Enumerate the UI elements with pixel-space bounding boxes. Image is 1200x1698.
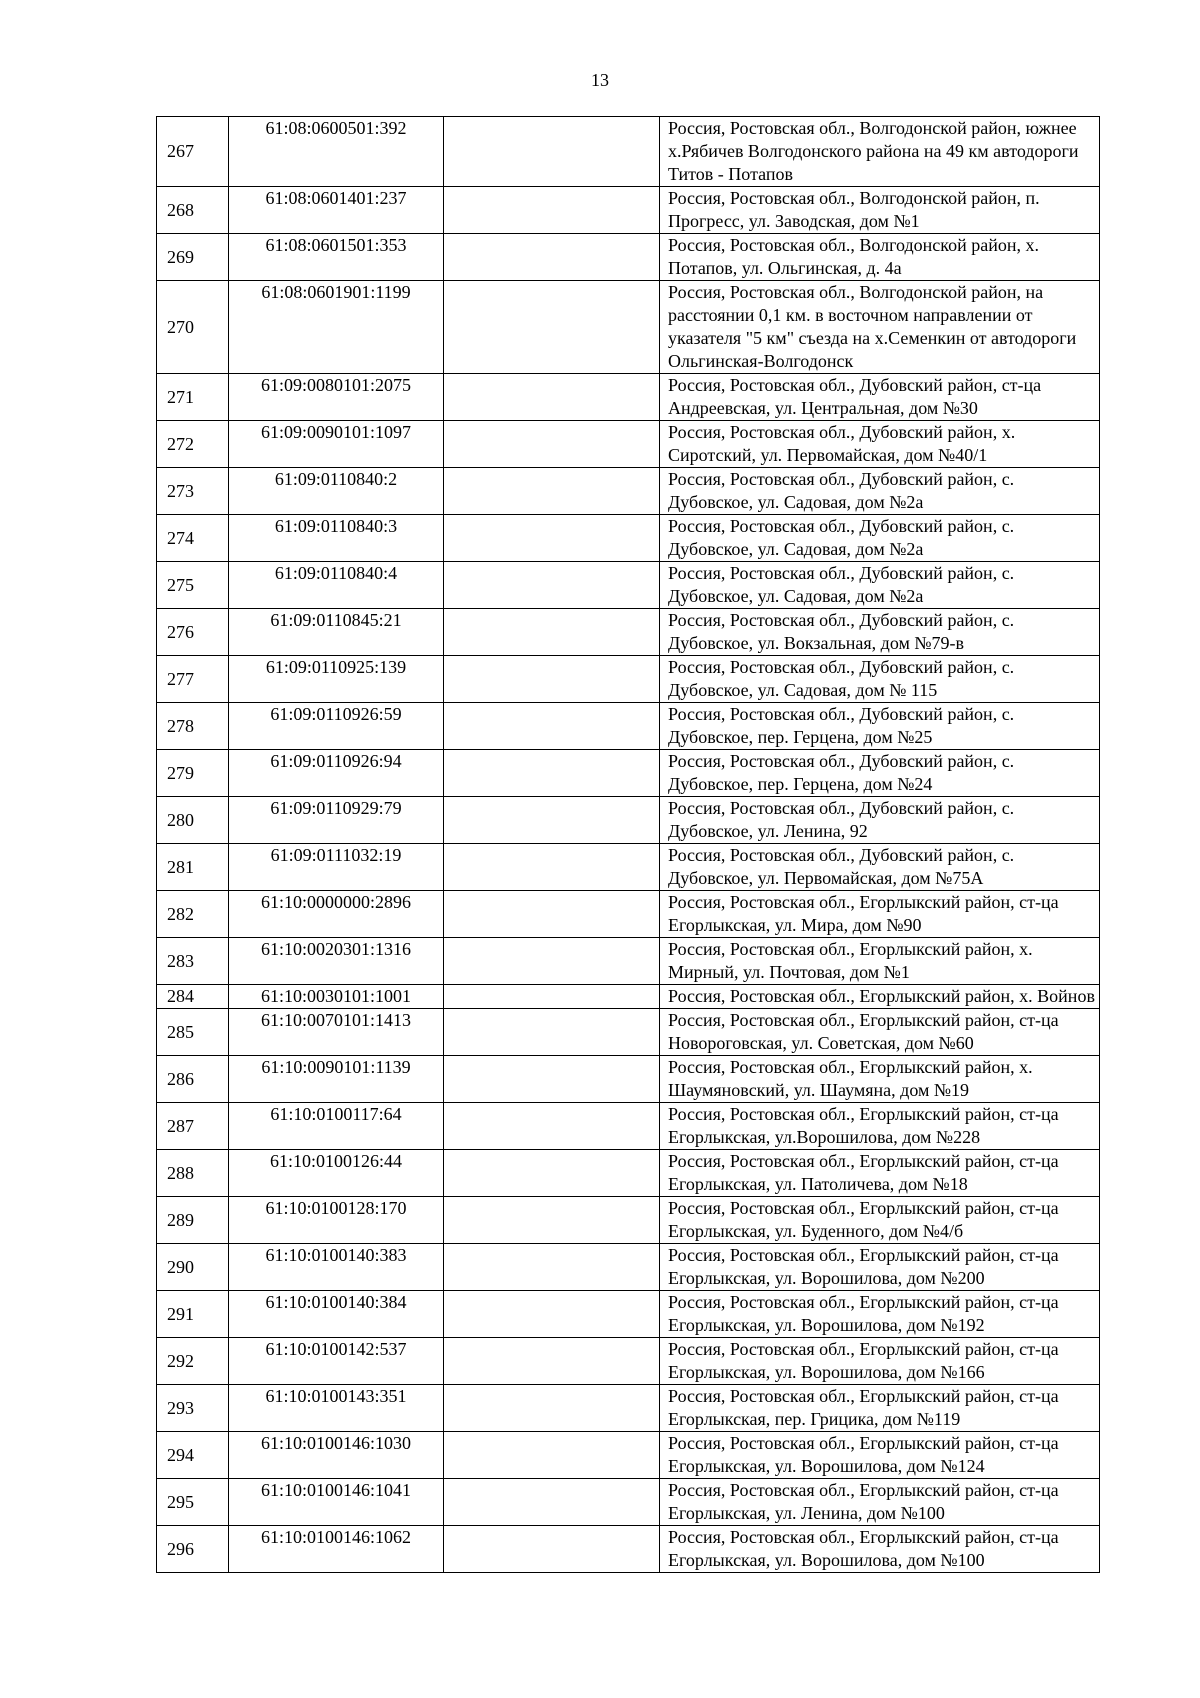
address: Россия, Ростовская обл., Волгодонской район, п. Прогресс, ул. Заводская, дом №1 bbox=[660, 187, 1100, 234]
empty-cell bbox=[444, 609, 660, 656]
address: Россия, Ростовская обл., Дубовский район, с. Дубовское, ул. Вокзальная, дом №79-в bbox=[660, 609, 1100, 656]
empty-cell bbox=[444, 656, 660, 703]
cadastral-number: 61:10:0000000:2896 bbox=[229, 891, 444, 938]
empty-cell bbox=[444, 562, 660, 609]
table-row bbox=[157, 1009, 1100, 1056]
empty-cell bbox=[444, 985, 660, 1009]
row-number: 295 bbox=[157, 1479, 229, 1526]
address: Россия, Ростовская обл., Дубовский район, с. Дубовское, ул. Садовая, дом № 115 bbox=[660, 656, 1100, 703]
address: Россия, Ростовская обл., Дубовский район, с. Дубовское, ул. Садовая, дом №2а bbox=[660, 515, 1100, 562]
cadastral-number: 61:10:0100146:1041 bbox=[229, 1479, 444, 1526]
table-row bbox=[157, 750, 1100, 797]
row-number: 286 bbox=[157, 1056, 229, 1103]
cadastral-number: 61:09:0090101:1097 bbox=[229, 421, 444, 468]
address: Россия, Ростовская обл., Егорлыкский район, ст-ца Егорлыкская, ул. Ворошилова, дом №166 bbox=[660, 1338, 1100, 1385]
row-number: 273 bbox=[157, 468, 229, 515]
empty-cell bbox=[444, 1291, 660, 1338]
table-row bbox=[157, 1479, 1100, 1526]
table-row bbox=[157, 1244, 1100, 1291]
address: Россия, Ростовская обл., Дубовский район, с. Дубовское, ул. Ленина, 92 bbox=[660, 797, 1100, 844]
table-row bbox=[157, 1526, 1100, 1573]
empty-cell bbox=[444, 1385, 660, 1432]
cadastral-number: 61:10:0100128:170 bbox=[229, 1197, 444, 1244]
address: Россия, Ростовская обл., Дубовский район, ст-ца Андреевская, ул. Центральная, дом №30 bbox=[660, 374, 1100, 421]
empty-cell bbox=[444, 891, 660, 938]
cadastral-number: 61:09:0080101:2075 bbox=[229, 374, 444, 421]
property-registry-table bbox=[156, 116, 1100, 1573]
table-row bbox=[157, 421, 1100, 468]
table-row bbox=[157, 187, 1100, 234]
cadastral-number: 61:10:0100142:537 bbox=[229, 1338, 444, 1385]
table-row bbox=[157, 234, 1100, 281]
row-number: 269 bbox=[157, 234, 229, 281]
empty-cell bbox=[444, 1150, 660, 1197]
table-row bbox=[157, 1338, 1100, 1385]
empty-cell bbox=[444, 515, 660, 562]
row-number: 282 bbox=[157, 891, 229, 938]
row-number: 283 bbox=[157, 938, 229, 985]
cadastral-number: 61:08:0601901:1199 bbox=[229, 281, 444, 374]
address: Россия, Ростовская обл., Волгодонской район, южнее х.Рябичев Волгодонского района на 49 км автодороги Титов - Потапов bbox=[660, 117, 1100, 187]
table-row bbox=[157, 1103, 1100, 1150]
row-number: 268 bbox=[157, 187, 229, 234]
cadastral-number: 61:10:0090101:1139 bbox=[229, 1056, 444, 1103]
row-number: 285 bbox=[157, 1009, 229, 1056]
cadastral-number: 61:09:0110925:139 bbox=[229, 656, 444, 703]
cadastral-number: 61:09:0110926:94 bbox=[229, 750, 444, 797]
cadastral-number: 61:10:0100126:44 bbox=[229, 1150, 444, 1197]
address: Россия, Ростовская обл., Егорлыкский район, ст-ца Егорлыкская, ул. Ворошилова, дом №192 bbox=[660, 1291, 1100, 1338]
row-number: 279 bbox=[157, 750, 229, 797]
row-number: 278 bbox=[157, 703, 229, 750]
address: Россия, Ростовская обл., Егорлыкский район, ст-ца Егорлыкская, ул.Ворошилова, дом №228 bbox=[660, 1103, 1100, 1150]
address: Россия, Ростовская обл., Дубовский район, с. Дубовское, пер. Герцена, дом №25 bbox=[660, 703, 1100, 750]
address: Россия, Ростовская обл., Егорлыкский район, ст-ца Егорлыкская, ул. Ворошилова, дом №200 bbox=[660, 1244, 1100, 1291]
address: Россия, Ростовская обл., Дубовский район, с. Дубовское, ул. Садовая, дом №2а bbox=[660, 562, 1100, 609]
empty-cell bbox=[444, 1244, 660, 1291]
row-number: 275 bbox=[157, 562, 229, 609]
table-row bbox=[157, 891, 1100, 938]
empty-cell bbox=[444, 374, 660, 421]
table-body bbox=[157, 117, 1100, 1573]
cadastral-number: 61:09:0110840:2 bbox=[229, 468, 444, 515]
empty-cell bbox=[444, 1526, 660, 1573]
address: Россия, Ростовская обл., Егорлыкский район, ст-ца Егорлыкская, ул. Ленина, дом №100 bbox=[660, 1479, 1100, 1526]
table-row bbox=[157, 1432, 1100, 1479]
empty-cell bbox=[444, 1432, 660, 1479]
row-number: 294 bbox=[157, 1432, 229, 1479]
empty-cell bbox=[444, 1479, 660, 1526]
row-number: 280 bbox=[157, 797, 229, 844]
empty-cell bbox=[444, 1056, 660, 1103]
table-row bbox=[157, 1150, 1100, 1197]
row-number: 281 bbox=[157, 844, 229, 891]
empty-cell bbox=[444, 1197, 660, 1244]
address: Россия, Ростовская обл., Дубовский район, с. Дубовское, ул. Садовая, дом №2а bbox=[660, 468, 1100, 515]
table-row bbox=[157, 515, 1100, 562]
cadastral-number: 61:10:0100140:383 bbox=[229, 1244, 444, 1291]
row-number: 271 bbox=[157, 374, 229, 421]
empty-cell bbox=[444, 844, 660, 891]
address: Россия, Ростовская обл., Егорлыкский район, ст-ца Егорлыкская, пер. Грицика, дом №119 bbox=[660, 1385, 1100, 1432]
cadastral-number: 61:08:0601501:353 bbox=[229, 234, 444, 281]
table-row bbox=[157, 562, 1100, 609]
cadastral-number: 61:09:0110840:3 bbox=[229, 515, 444, 562]
empty-cell bbox=[444, 703, 660, 750]
empty-cell bbox=[444, 1009, 660, 1056]
cadastral-number: 61:10:0020301:1316 bbox=[229, 938, 444, 985]
address: Россия, Ростовская обл., Егорлыкский район, ст-ца Егорлыкская, ул. Патоличева, дом №18 bbox=[660, 1150, 1100, 1197]
table-row bbox=[157, 1197, 1100, 1244]
cadastral-number: 61:10:0030101:1001 bbox=[229, 985, 444, 1009]
cadastral-number: 61:09:0111032:19 bbox=[229, 844, 444, 891]
row-number: 288 bbox=[157, 1150, 229, 1197]
empty-cell bbox=[444, 1103, 660, 1150]
table-row bbox=[157, 117, 1100, 187]
address: Россия, Ростовская обл., Егорлыкский район, ст-ца Новороговская, ул. Советская, дом №60 bbox=[660, 1009, 1100, 1056]
address: Россия, Ростовская обл., Егорлыкский район, х. Мирный, ул. Почтовая, дом №1 bbox=[660, 938, 1100, 985]
page-number: 13 bbox=[591, 70, 609, 90]
address: Россия, Ростовская обл., Волгодонской район, х. Потапов, ул. Ольгинская, д. 4а bbox=[660, 234, 1100, 281]
empty-cell bbox=[444, 187, 660, 234]
cadastral-number: 61:10:0100146:1062 bbox=[229, 1526, 444, 1573]
cadastral-number: 61:09:0110929:79 bbox=[229, 797, 444, 844]
table-row bbox=[157, 468, 1100, 515]
address: Россия, Ростовская обл., Дубовский район, с. Дубовское, ул. Первомайская, дом №75А bbox=[660, 844, 1100, 891]
cadastral-number: 61:10:0100140:384 bbox=[229, 1291, 444, 1338]
empty-cell bbox=[444, 421, 660, 468]
row-number: 284 bbox=[157, 985, 229, 1009]
empty-cell bbox=[444, 938, 660, 985]
cadastral-number: 61:09:0110845:21 bbox=[229, 609, 444, 656]
address: Россия, Ростовская обл., Егорлыкский район, ст-ца Егорлыкская, ул. Ворошилова, дом №100 bbox=[660, 1526, 1100, 1573]
cadastral-number: 61:08:0600501:392 bbox=[229, 117, 444, 187]
address: Россия, Ростовская обл., Егорлыкский район, ст-ца Егорлыкская, ул. Мира, дом №90 bbox=[660, 891, 1100, 938]
row-number: 292 bbox=[157, 1338, 229, 1385]
row-number: 290 bbox=[157, 1244, 229, 1291]
address: Россия, Ростовская обл., Дубовский район, с. Дубовское, пер. Герцена, дом №24 bbox=[660, 750, 1100, 797]
row-number: 272 bbox=[157, 421, 229, 468]
row-number: 270 bbox=[157, 281, 229, 374]
address: Россия, Ростовская обл., Егорлыкский район, ст-ца Егорлыкская, ул. Буденного, дом №4/б bbox=[660, 1197, 1100, 1244]
address: Россия, Ростовская обл., Егорлыкский район, х. Войнов bbox=[660, 985, 1100, 1009]
address: Россия, Ростовская обл., Дубовский район, х. Сиротский, ул. Первомайская, дом №40/1 bbox=[660, 421, 1100, 468]
empty-cell bbox=[444, 468, 660, 515]
empty-cell bbox=[444, 797, 660, 844]
cadastral-number: 61:10:0070101:1413 bbox=[229, 1009, 444, 1056]
empty-cell bbox=[444, 1338, 660, 1385]
cadastral-number: 61:10:0100146:1030 bbox=[229, 1432, 444, 1479]
table-row bbox=[157, 938, 1100, 985]
row-number: 289 bbox=[157, 1197, 229, 1244]
address: Россия, Ростовская обл., Егорлыкский район, х. Шаумяновский, ул. Шаумяна, дом №19 bbox=[660, 1056, 1100, 1103]
table-row bbox=[157, 985, 1100, 1009]
row-number: 276 bbox=[157, 609, 229, 656]
table-row bbox=[157, 1291, 1100, 1338]
cadastral-number: 61:08:0601401:237 bbox=[229, 187, 444, 234]
table-row bbox=[157, 797, 1100, 844]
cadastral-number: 61:10:0100117:64 bbox=[229, 1103, 444, 1150]
address: Россия, Ростовская обл., Егорлыкский район, ст-ца Егорлыкская, ул. Ворошилова, дом №124 bbox=[660, 1432, 1100, 1479]
empty-cell bbox=[444, 281, 660, 374]
row-number: 291 bbox=[157, 1291, 229, 1338]
row-number: 293 bbox=[157, 1385, 229, 1432]
row-number: 274 bbox=[157, 515, 229, 562]
empty-cell bbox=[444, 750, 660, 797]
cadastral-number: 61:10:0100143:351 bbox=[229, 1385, 444, 1432]
row-number: 287 bbox=[157, 1103, 229, 1150]
row-number: 267 bbox=[157, 117, 229, 187]
address: Россия, Ростовская обл., Волгодонской район, на расстоянии 0,1 км. в восточном направлении от указателя "5 км" съезда на х.Семенкин от автодороги Ольгинская-Волгодонск bbox=[660, 281, 1100, 374]
table-row bbox=[157, 1385, 1100, 1432]
table-row bbox=[157, 281, 1100, 374]
table-row bbox=[157, 1056, 1100, 1103]
table-row bbox=[157, 656, 1100, 703]
row-number: 277 bbox=[157, 656, 229, 703]
empty-cell bbox=[444, 234, 660, 281]
table-row bbox=[157, 703, 1100, 750]
table-row bbox=[157, 609, 1100, 656]
table-row bbox=[157, 374, 1100, 421]
table-row bbox=[157, 844, 1100, 891]
empty-cell bbox=[444, 117, 660, 187]
cadastral-number: 61:09:0110840:4 bbox=[229, 562, 444, 609]
cadastral-number: 61:09:0110926:59 bbox=[229, 703, 444, 750]
row-number: 296 bbox=[157, 1526, 229, 1573]
